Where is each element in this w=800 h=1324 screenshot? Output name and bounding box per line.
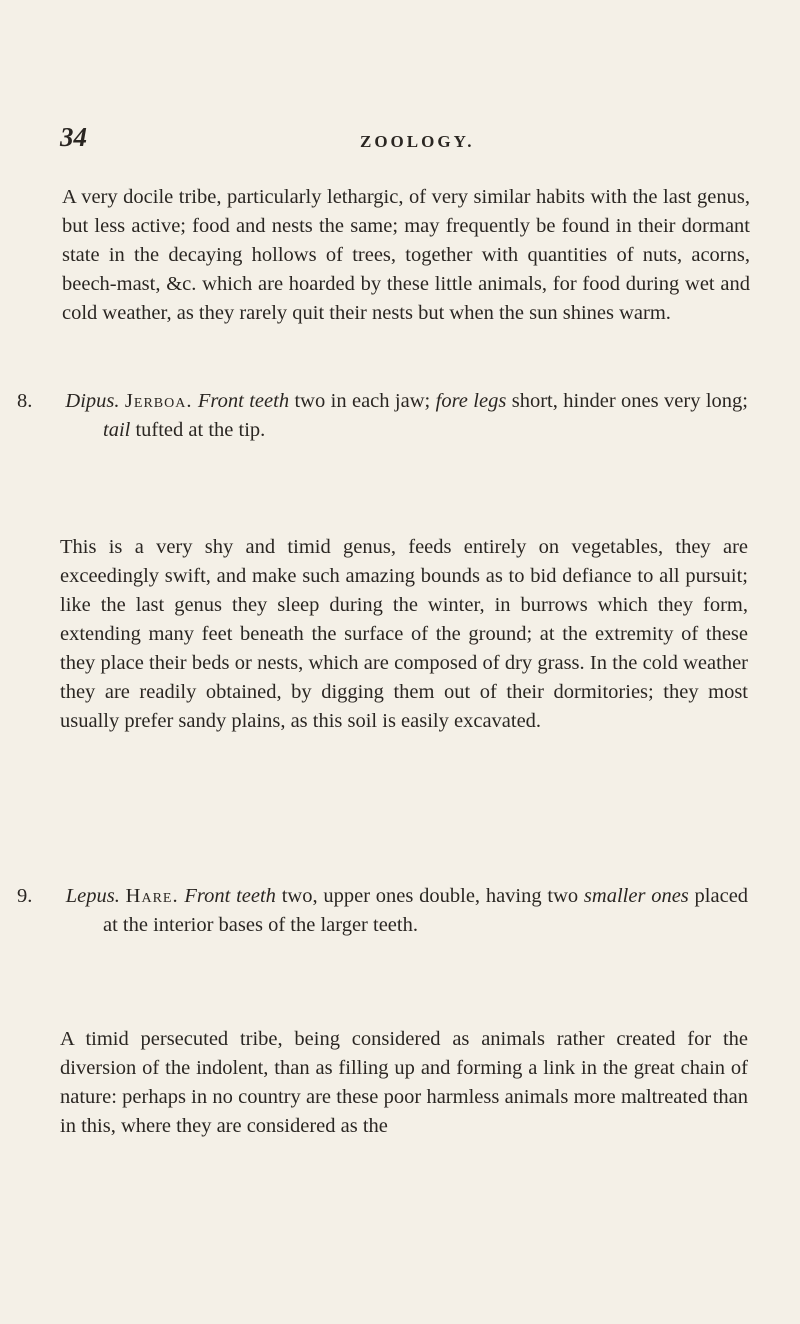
entry-text-italic: Front teeth xyxy=(197,390,290,412)
page-header xyxy=(60,122,740,162)
entry-text-italic: smaller ones xyxy=(583,885,689,907)
page-number: 34 xyxy=(60,122,87,152)
genus-name: Dipus. xyxy=(65,390,120,412)
entry-text-plain: short, hinder ones very long; xyxy=(506,390,749,412)
common-name: Jerboa. xyxy=(124,390,193,412)
paragraph-hare-habits xyxy=(60,1025,748,1141)
entry-text: 8. Dipus. Jerboa. Front teeth two in each jaw; fore legs short, hinder ones very long; tail tufted at the tip. xyxy=(17,390,749,441)
entry-text-italic: tail xyxy=(103,419,131,441)
genus-name: Lepus. xyxy=(65,885,120,907)
paragraph-text: A timid persecuted tribe, being considered as animals rather created for the diversion of the indolent, than as filling up and forming a link in the great chain of nature: perhaps in no country are these poor harmless animals more maltreated than in this, where they are considered as the xyxy=(60,1028,748,1137)
entry-text-plain: placed at the interior bases of the larger teeth. xyxy=(103,885,749,936)
running-head: ZOOLOGY. xyxy=(360,132,475,151)
entry-text: 9. Lepus. Hare. Front teeth two, upper ones double, having two smaller ones placed at the interior bases of the larger teeth. xyxy=(17,885,749,936)
common-name: Hare. xyxy=(125,885,179,907)
entry-text-plain: two, upper ones double, having two xyxy=(275,885,584,907)
paragraph-jerboa-habits xyxy=(60,533,748,736)
paragraph-dormouse-habits xyxy=(60,183,750,328)
genus-entry-lepus xyxy=(17,882,749,940)
genus-entry-dipus xyxy=(17,387,749,445)
paragraph-text: A very docile tribe, particularly lethargic, of very similar habits with the last genus, but less active; food and nests the same; may frequently be found in their dormant state in the decaying hollows of trees, together with quantities of nuts, acorns, beech-mast, &c. which are hoarded by these little animals, for food during wet and cold weather, as they rarely quit their nests but when the sun shines warm. xyxy=(62,186,750,324)
entry-text-plain: two in each jaw; xyxy=(289,390,436,412)
entry-text-italic: fore legs xyxy=(435,390,507,412)
entry-text-plain: tufted at the tip. xyxy=(130,419,266,441)
paragraph-text: This is a very shy and timid genus, feeds entirely on vegetables, they are exceedingly swift, and make such amazing bounds as to bid defiance to all pursuit; like the last genus they sleep during the winter, in burrows which they form, extending many feet beneath the surface of the ground; at the extremity of these they place their beds or nests, which are composed of dry grass. In the cold weather they are readily obtained, by digging them out of their dormitories; they most usually prefer sandy plains, as this soil is easily excavated. xyxy=(60,536,748,732)
entry-text-italic: Front teeth xyxy=(184,885,276,907)
